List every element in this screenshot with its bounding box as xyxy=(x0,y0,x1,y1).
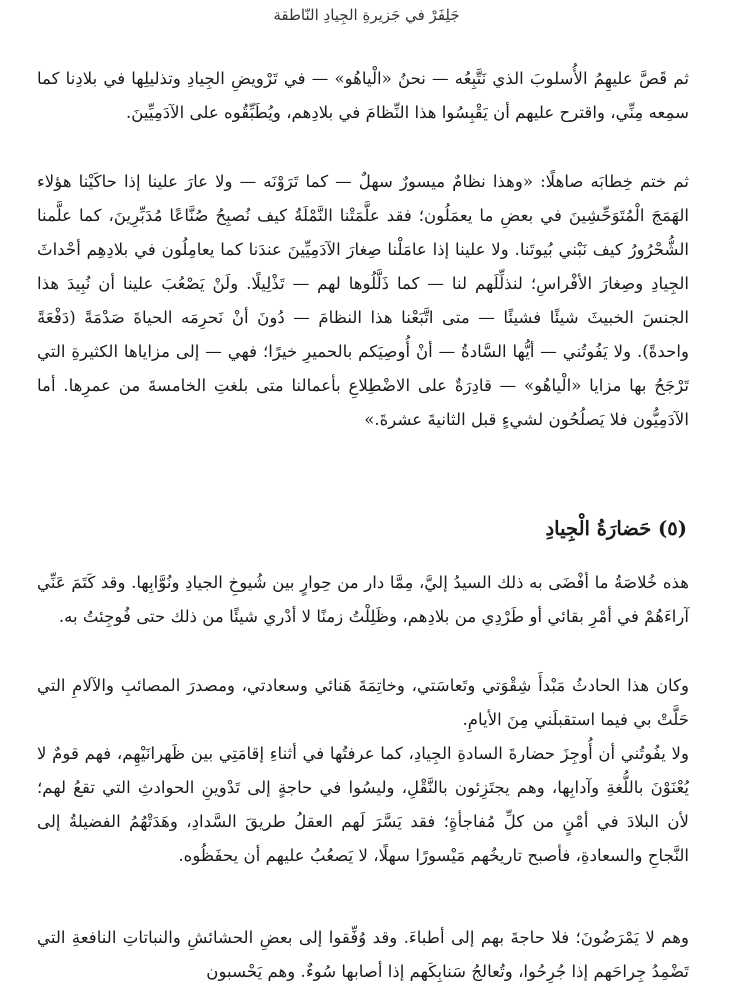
body-paragraph: وكان هذا الحادثُ مَبْدأَ شِقْوَتي وتَعاسَتي، وخاتِمَةَ هَنائي وسعادتي، ومصدرَ المصائبِ والآلامِ التي حَلَّتْ بي فيما استقبلَني مِنَ الأيامِ. xyxy=(37,676,689,729)
body-paragraph: هذه خُلاصَةُ ما أفْضَى به ذلك السيدُ إليَّ، مِمَّا دار من حِوارٍ بين شُيوخِ الجيادِ ونُوَّابِها. وقد كَتَمَ عَنِّي آراءَهُمْ في أمْرِ بقائي أو طَرْدِي من بلادِهم، وظَلِلْتُ زمنًا لا أدْري شيئًا من ذلك حتى فُوجِئتُ به. xyxy=(37,573,689,626)
section-heading: (٥) حَضارَةُ الْجِيادِ xyxy=(545,517,687,540)
body-paragraph: ثم قَصَّ عليهِمُ الأُسلوبَ الذي نَتَّبِعُه — نحنُ «الْياهُو» — في تَرْويضِ الجِيادِ وتذليلِها في بلادِنا كما سمِعه مِنِّي، واقترح عليهم أن يَقْبِسُوا هذا النِّظامَ في بلادِهم، ويُطَبِّقُوه على الآدَمِيِّينَ. xyxy=(37,69,689,122)
body-paragraph: ثم ختم خِطابَه صاهلًا: «وهذا نظامٌ ميسورٌ سهلٌ — كما تَرَوْنَه — ولا عارَ علينا إذا حاكَيْنا هؤلاء الهَمَجَ الْمُتَوَحِّشِينَ في بعضِ ما يعمَلُون؛ فقد علَّمَتْنا النَّمْلَةُ كيف نُصبِحُ صُنَّاعًا مُدَبِّرِينَ، كما علَّمنا الشُّحْرُورُ كيف نَبْني بُيوتَنا. ولا علينا إذا عامَلْنا صِغارَ الآدَمِيِّينَ عندَنا كما يعامِلُون في بلادِهِم أحْداثَ الجِيادِ وصِغارَ الأفْراسِ؛ لنذلِّلَهم لنا — كما ذَلَّلُوها لهم — تَذْلِيلًا. ولَنْ يَصْعُبَ علينا أن نُبِيدَ هذا الجنسَ الخبيثَ شيئًا فشيئًا — متى اتَّبَعْنا هذا النظامَ — دُونَ أنْ نَحرِمَه الحياةَ صَدْمَةً (دَفْعَةً واحدةً). ولا يَفُوتُني — أيُّها السَّادةُ — أنْ أُوصِيَكم بالحميرِ خيرًا؛ فهي — إلى مزاياها الكثيرةِ التي تَرْجَحُ بها مزايا «الْياهُو» — قادِرَةٌ على الاضْطِلاعِ بأعمالنا متى بلغتِ الخامسةَ من عمرِها. أما الآدَمِيُّون فلا يَصلُحُون لشيءٍ قبل الثانيةَ عشرةَ.» xyxy=(37,172,689,429)
body-paragraph: وهم لا يَمْرَضُونَ؛ فلا حاجةَ بهم إلى أطباءَ. وقد وُفِّقوا إلى بعضِ الحشائشِ والنباتاتِ النافعةِ التي تَضْمِدُ جِراحَهم إذا جُرِحُوا، وتُعالجُ سَنابِكَهم إذا أصابها سُوءٌ. وهم يَحْسبون xyxy=(37,928,689,981)
body-paragraph: ولا يفُوتُني أن أُوجِزَ حضارةَ السادةِ الجِيادِ، كما عرفتُها في أثناءِ إقامَتِي بين ظَهرانَيْهِم، فهم قومٌ لا يُعْنَوْنَ باللُّغةِ وآدابِها، وهم يجتَزِئون بالنَّقْلِ، وليسُوا في حاجةٍ إلى تَدْوينِ الحوادثِ التي تقعُ لهم؛ لأن البلادَ في أمْنٍ من كلِّ مُفاجأةٍ؛ فقد يَسَّرَ لَهم العقلُ طريقَ السَّدادِ، وهَدَتْهُمُ الفضيلةُ إلى النَّجاحِ والسعادةِ، فأصبح تاريخُهم مَيْسورًا سهلًا، لا يَصعُبُ عليهم أن يحفَظُوه. xyxy=(37,744,689,865)
running-header: جَلِفَرْ في جَزيرةِ الجِيادِ النّاطقة xyxy=(273,6,460,24)
